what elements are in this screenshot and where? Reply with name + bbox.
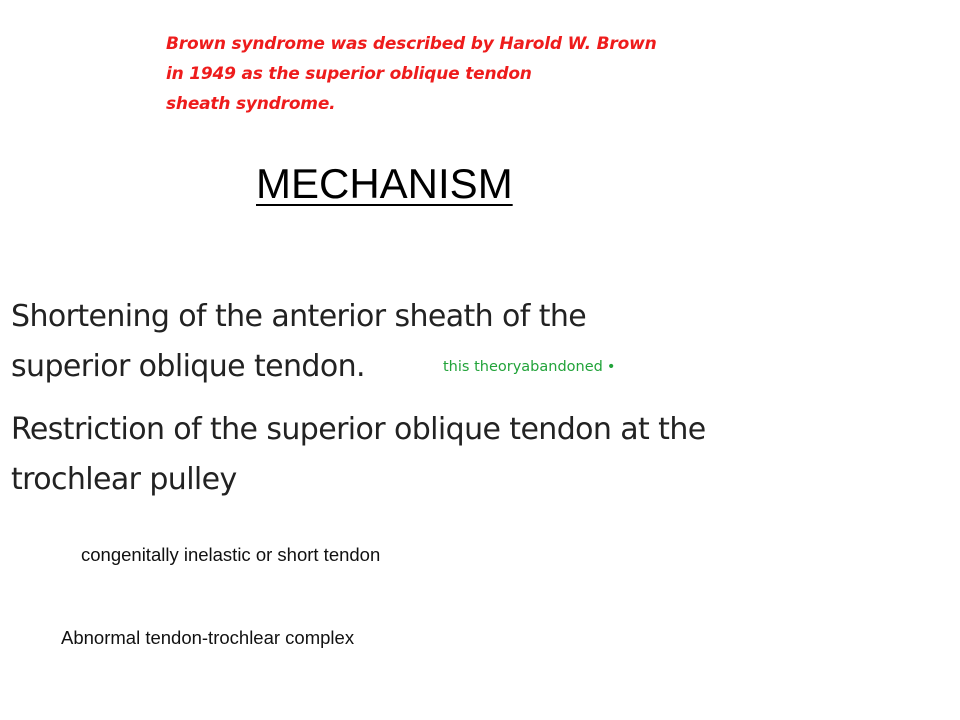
- slide-heading: MECHANISM: [256, 160, 513, 207]
- point-1-line-1: Shortening of the anterior sheath of the: [11, 299, 587, 334]
- intro-line-1: Brown syndrome was described by Harold W. Brown: [166, 34, 657, 54]
- intro-line-3: sheath syndrome.: [166, 94, 336, 114]
- theory-note-text: this theoryabandoned: [443, 359, 603, 375]
- intro-line-2: in 1949 as the superior oblique tendon: [166, 64, 532, 84]
- subpoint-1: congenitally inelastic or short tendon: [81, 544, 381, 565]
- point-2-line-1: Restriction of the superior oblique tendon at the: [11, 412, 706, 447]
- mechanism-point-1: [11, 292, 586, 392]
- theory-note: [443, 357, 615, 377]
- point-2-line-2: trochlear pulley: [11, 462, 237, 497]
- subpoint-2: Abnormal tendon-trochlear complex: [61, 627, 355, 648]
- intro-text: [166, 29, 766, 119]
- point-1-line-2: superior oblique tendon.: [11, 349, 365, 384]
- bullet-icon: •: [606, 359, 616, 375]
- mechanism-point-2: [11, 405, 706, 505]
